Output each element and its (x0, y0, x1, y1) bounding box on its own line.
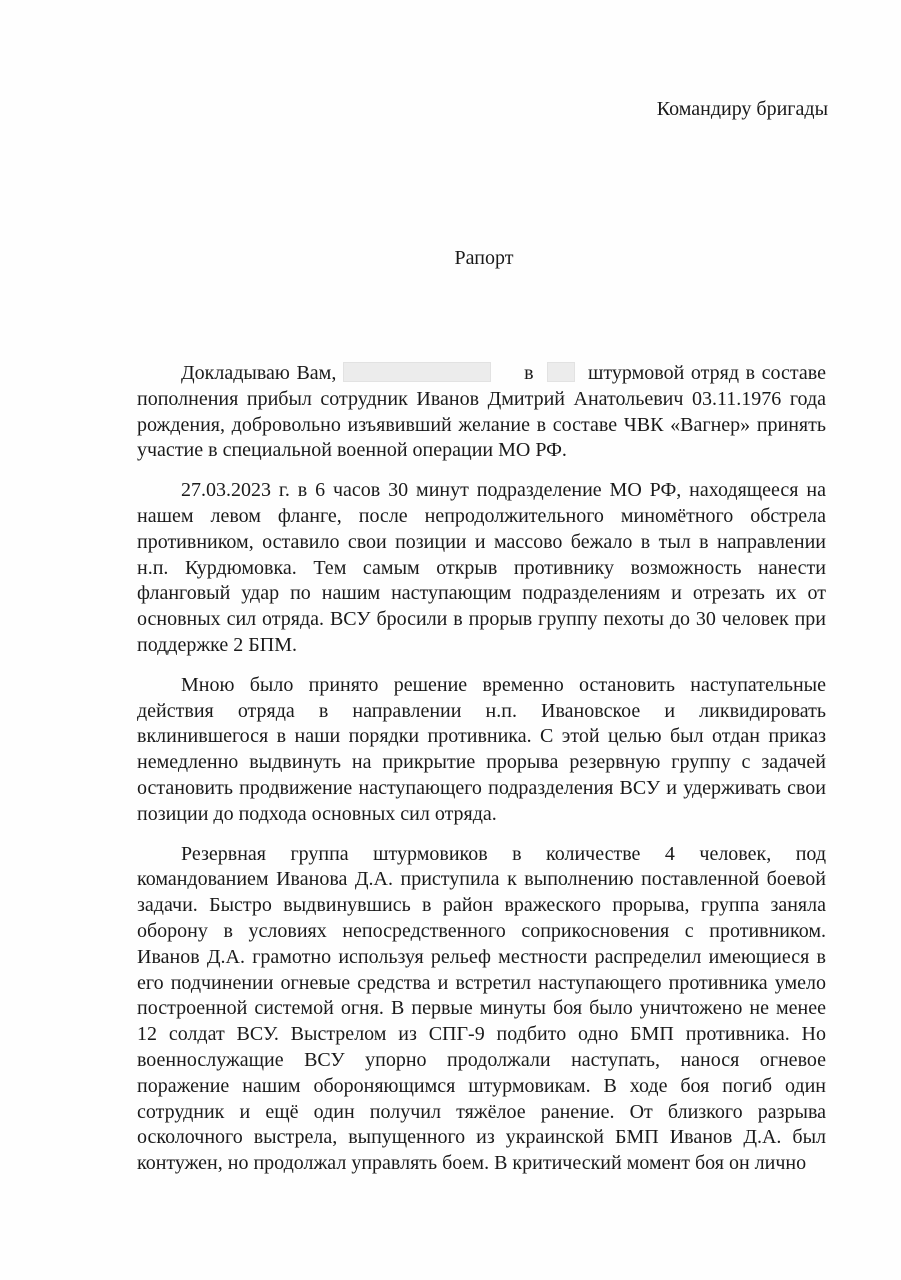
paragraph-1-text-a: Докладываю Вам, (181, 362, 337, 384)
paragraph-2: 27.03.2023 г. в 6 часов 30 минут подразделение МО РФ, находящееся на нашем левом фланге, после непродолжительного миномётного обстрела противником, оставило свои позиции и массово бежало в тыл в направлении н.п. Курдюмовка. Тем самым открыв противнику возможность нанести фланговый удар по нашим наступающим подразделениям и отрезать их от основных сил отряда. ВСУ бросили в прорыв группу пехоты до 30 человек при поддержке 2 БПМ. (137, 479, 826, 656)
paragraph-1-text-b: в (524, 362, 534, 384)
paragraph-1 (137, 361, 826, 464)
addressee: Командиру бригады (656, 98, 828, 120)
redacted-block (547, 362, 575, 382)
redacted-block (343, 362, 491, 382)
document-body (137, 361, 826, 1177)
paragraph-3: Мною было принято решение временно остановить наступательные действия отряда в направлении н.п. Ивановское и ликвидировать вклинившегося в наши порядки противника. С этой целью был отдан приказ немедленно выдвинуть на прикрытие прорыва резервную группу с задачей остановить продвижение наступающего подразделения ВСУ и удерживать свои позиции до подхода основных сил отряда. (137, 673, 826, 825)
paragraph-1-text-c: штурмовой отряд в составе пополнения прибыл сотрудник Иванов Дмитрий Анатольевич 03.11.1976 года рождения, добровольно изъявивший желание в составе ЧВК «Вагнер» принять участие в специальной военной операции МО РФ. (137, 362, 826, 462)
document-title: Рапорт (454, 247, 514, 269)
paragraph-4: Резервная группа штурмовиков в количестве 4 человек, под командованием Иванова Д.А. приступила к выполнению поставленной боевой задачи. Быстро выдвинувшись в район вражеского прорыва, группа заняла оборону в условиях непосредственного соприкосновения с противником. Иванов Д.А. грамотно используя рельеф местности распределил имеющиеся в его подчинении огневые средства и встретил наступающего противника умело построенной системой огня. В первые минуты боя было уничтожено не менее 12 солдат ВСУ. Выстрелом из СПГ-9 подбито одно БМП противника. Но военнослужащие ВСУ упорно продолжали наступать, нанося огневое поражение нашим обороняющимся штурмовикам. В ходе боя погиб один сотрудник и ещё один получил тяжёлое ранение. От близкого разрыва осколочного выстрела, выпущенного из украинской БМП Иванов Д.А. был контужен, но продолжал управлять боем. В критический момент боя он лично (137, 842, 826, 1175)
